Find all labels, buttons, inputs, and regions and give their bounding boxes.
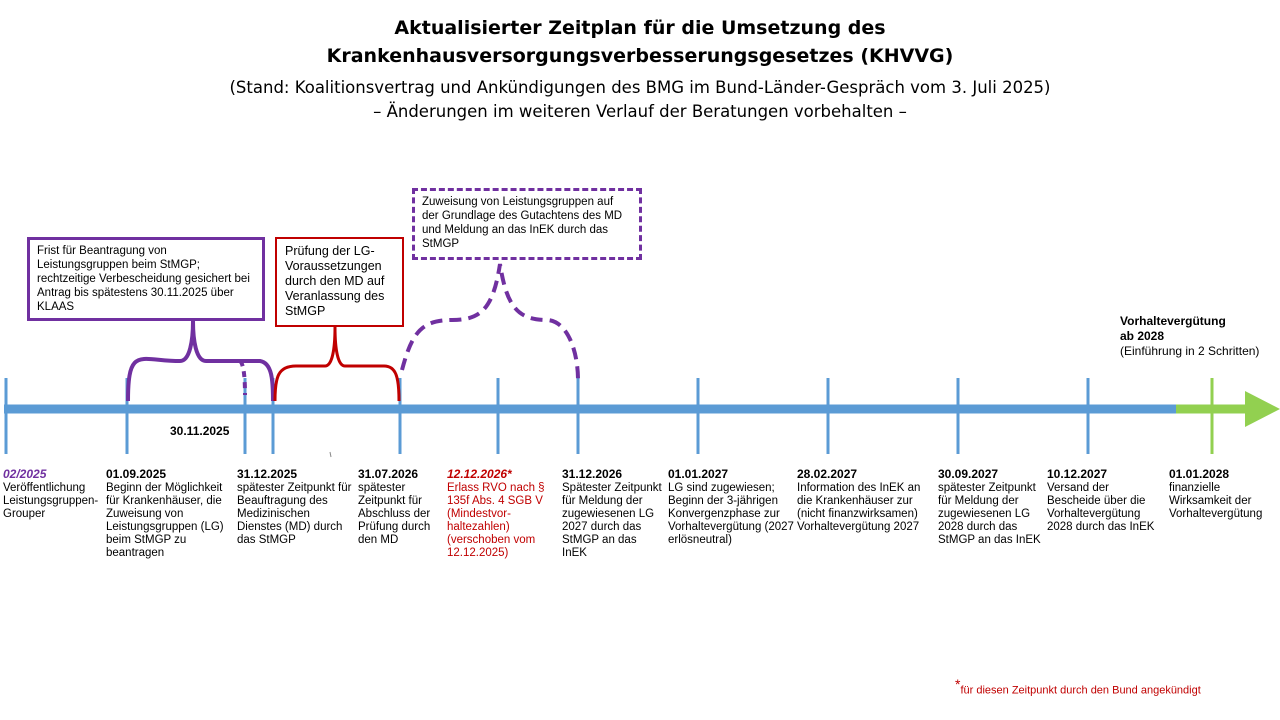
milestone-7 bbox=[797, 468, 931, 534]
milestone-date: 31.12.2025 bbox=[237, 467, 298, 481]
milestone-text: Beginn der Möglichkeit für Krankenhäuser, die Zuweisung von Leistungsgruppen (LG) beim StMGP zu beantragen bbox=[106, 482, 224, 559]
vorhaltevergütung-label bbox=[1120, 314, 1259, 359]
milestone-9 bbox=[1047, 468, 1157, 534]
milestone-date: 10.12.2027 bbox=[1047, 467, 1108, 481]
vorhalte-title-1: Vorhaltevergütung bbox=[1120, 314, 1226, 328]
milestone-date: 01.01.2028 bbox=[1169, 467, 1230, 481]
milestone-text: Veröffentlichung Leistungsgruppen-Grouper bbox=[3, 482, 99, 520]
milestone-2 bbox=[237, 468, 353, 547]
milestone-text: Versand der Bescheide über die Vorhaltevergütung 2028 durch das InEK bbox=[1047, 482, 1155, 533]
footnote-mark: * bbox=[955, 676, 961, 692]
box-frist: Frist für Beantragung von Leistungsgruppen beim StMGP; rechtzeitige Verbescheidung gesichert bei Antrag bis spätestens 30.11.2025 über KLAAS bbox=[27, 237, 265, 321]
milestone-5 bbox=[562, 468, 664, 560]
milestone-date: 31.12.2026 bbox=[562, 467, 623, 481]
milestone-text: spätester Zeitpunkt für Abschluss der Prüfung durch den MD bbox=[358, 482, 431, 546]
brace-pruefung bbox=[275, 327, 399, 401]
milestone-date: 01.09.2025 bbox=[106, 467, 167, 481]
milestone-text: spätester Zeitpunkt für Beauftragung des Medizinischen Dienstes (MD) durch das StMGP bbox=[237, 482, 352, 546]
milestone-date: 01.01.2027 bbox=[668, 467, 729, 481]
milestone-date: 28.02.2027 bbox=[797, 467, 858, 481]
milestone-text: LG sind zugewiesen; Beginn der 3-jährigen Konvergenzphase zur Vorhaltevergütung (2027 erlösneutral) bbox=[668, 482, 794, 546]
milestone-text: spätester Zeitpunkt für Meldung der zugewiesenen LG 2028 durch das StMGP an das InEK bbox=[938, 482, 1041, 546]
milestone-8 bbox=[938, 468, 1042, 547]
milestone-1 bbox=[106, 468, 234, 560]
title-line-1: Aktualisierter Zeitplan für die Umsetzung des bbox=[394, 17, 886, 39]
footnote-text: für diesen Zeitpunkt durch den Bund angekündigt bbox=[960, 684, 1201, 697]
milestone-text: finanzielle Wirksamkeit der Vorhaltevergütung bbox=[1169, 482, 1263, 520]
milestone-date: 31.07.2026 bbox=[358, 467, 419, 481]
timeline-arrowhead bbox=[1245, 391, 1280, 427]
milestone-10 bbox=[1169, 468, 1275, 521]
brace-frist bbox=[128, 321, 240, 401]
brace-zuweisung bbox=[402, 264, 578, 380]
vorhalte-title-2: ab 2028 bbox=[1120, 329, 1165, 343]
title-line-2: Krankenhausversorgungsverbesserungsgesetzes (KHVVG) bbox=[326, 45, 954, 67]
minor-mark bbox=[330, 452, 331, 457]
milestone-date: 30.09.2027 bbox=[938, 467, 999, 481]
milestone-3 bbox=[358, 468, 440, 547]
box-zuweisung: Zuweisung von Leistungsgruppen auf der Grundlage des Gutachtens des MD und Meldung an das InEK durch das StMGP bbox=[412, 188, 642, 260]
milestone-0 bbox=[3, 468, 103, 521]
milestone-date: 12.12.2026* bbox=[447, 467, 512, 481]
marker-30-11-2025: 30.11.2025 bbox=[170, 424, 230, 438]
box-pruefung: Prüfung der LG-Voraussetzungen durch den MD auf Veranlassung des StMGP bbox=[275, 237, 404, 327]
vorhalte-sub: (Einführung in 2 Schritten) bbox=[1120, 344, 1260, 358]
milestone-4 bbox=[447, 468, 553, 560]
milestone-text: Spätester Zeitpunkt für Meldung der zugewiesenen LG 2027 durch das StMGP an das InEK bbox=[562, 482, 662, 559]
subtitle-line-1: (Stand: Koalitionsvertrag und Ankündigungen des BMG im Bund-Länder-Gespräch vom 3. Juli 2025) bbox=[229, 78, 1051, 97]
milestone-text: Erlass RVO nach § 135f Abs. 4 SGB V (Mindestvor-haltezahlen) (verschoben vom 12.12.2025) bbox=[447, 482, 545, 559]
milestone-text: Information des InEK an die Krankenhäuser zur (nicht finanzwirksamen) Vorhaltevergütung 2027 bbox=[797, 482, 921, 533]
subtitle-line-2: – Änderungen im weiteren Verlauf der Beratungen vorbehalten – bbox=[373, 102, 907, 121]
footnote bbox=[955, 676, 1201, 697]
milestone-6 bbox=[668, 468, 794, 547]
milestone-date: 02/2025 bbox=[3, 467, 47, 481]
